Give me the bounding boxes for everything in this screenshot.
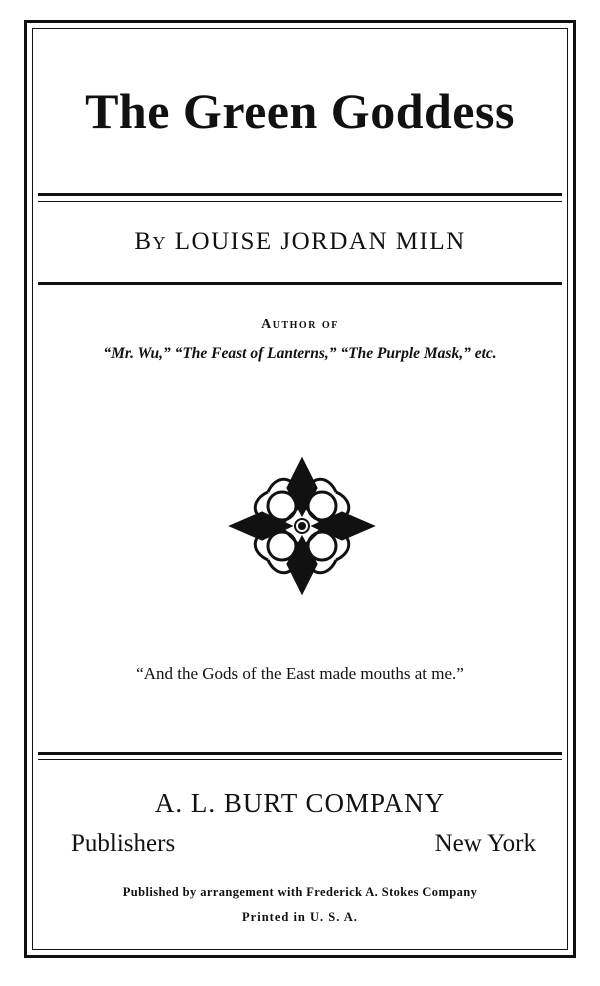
printed-note: Printed in U. S. A. (242, 910, 358, 924)
book-title: The Green Goddess (85, 83, 515, 139)
arrangement-note: Published by arrangement with Frederick A. Stokes Company (122, 885, 478, 899)
byline-rule (38, 282, 562, 285)
title-rule-thick (38, 193, 562, 196)
publisher-rule-thin (38, 759, 562, 760)
floral-cross-ornament-icon (228, 455, 376, 597)
epigraph: “And the Gods of the East made mouths at me.” (136, 664, 464, 683)
publisher-rule-thick (38, 752, 562, 755)
other-works: “Mr. Wu,” “The Feast of Lanterns,” “The Purple Mask,” etc. (103, 345, 497, 362)
publisher-name: A. L. BURT COMPANY (154, 788, 446, 818)
author-of-label: Author of (261, 317, 339, 332)
publishers-label: Publishers (71, 830, 176, 857)
byline-by: By (134, 228, 168, 255)
publisher-city: New York (434, 830, 536, 857)
title-rule-thin (38, 201, 562, 202)
author-name: LOUISE JORDAN MILN (174, 228, 466, 255)
byline (40, 228, 560, 256)
